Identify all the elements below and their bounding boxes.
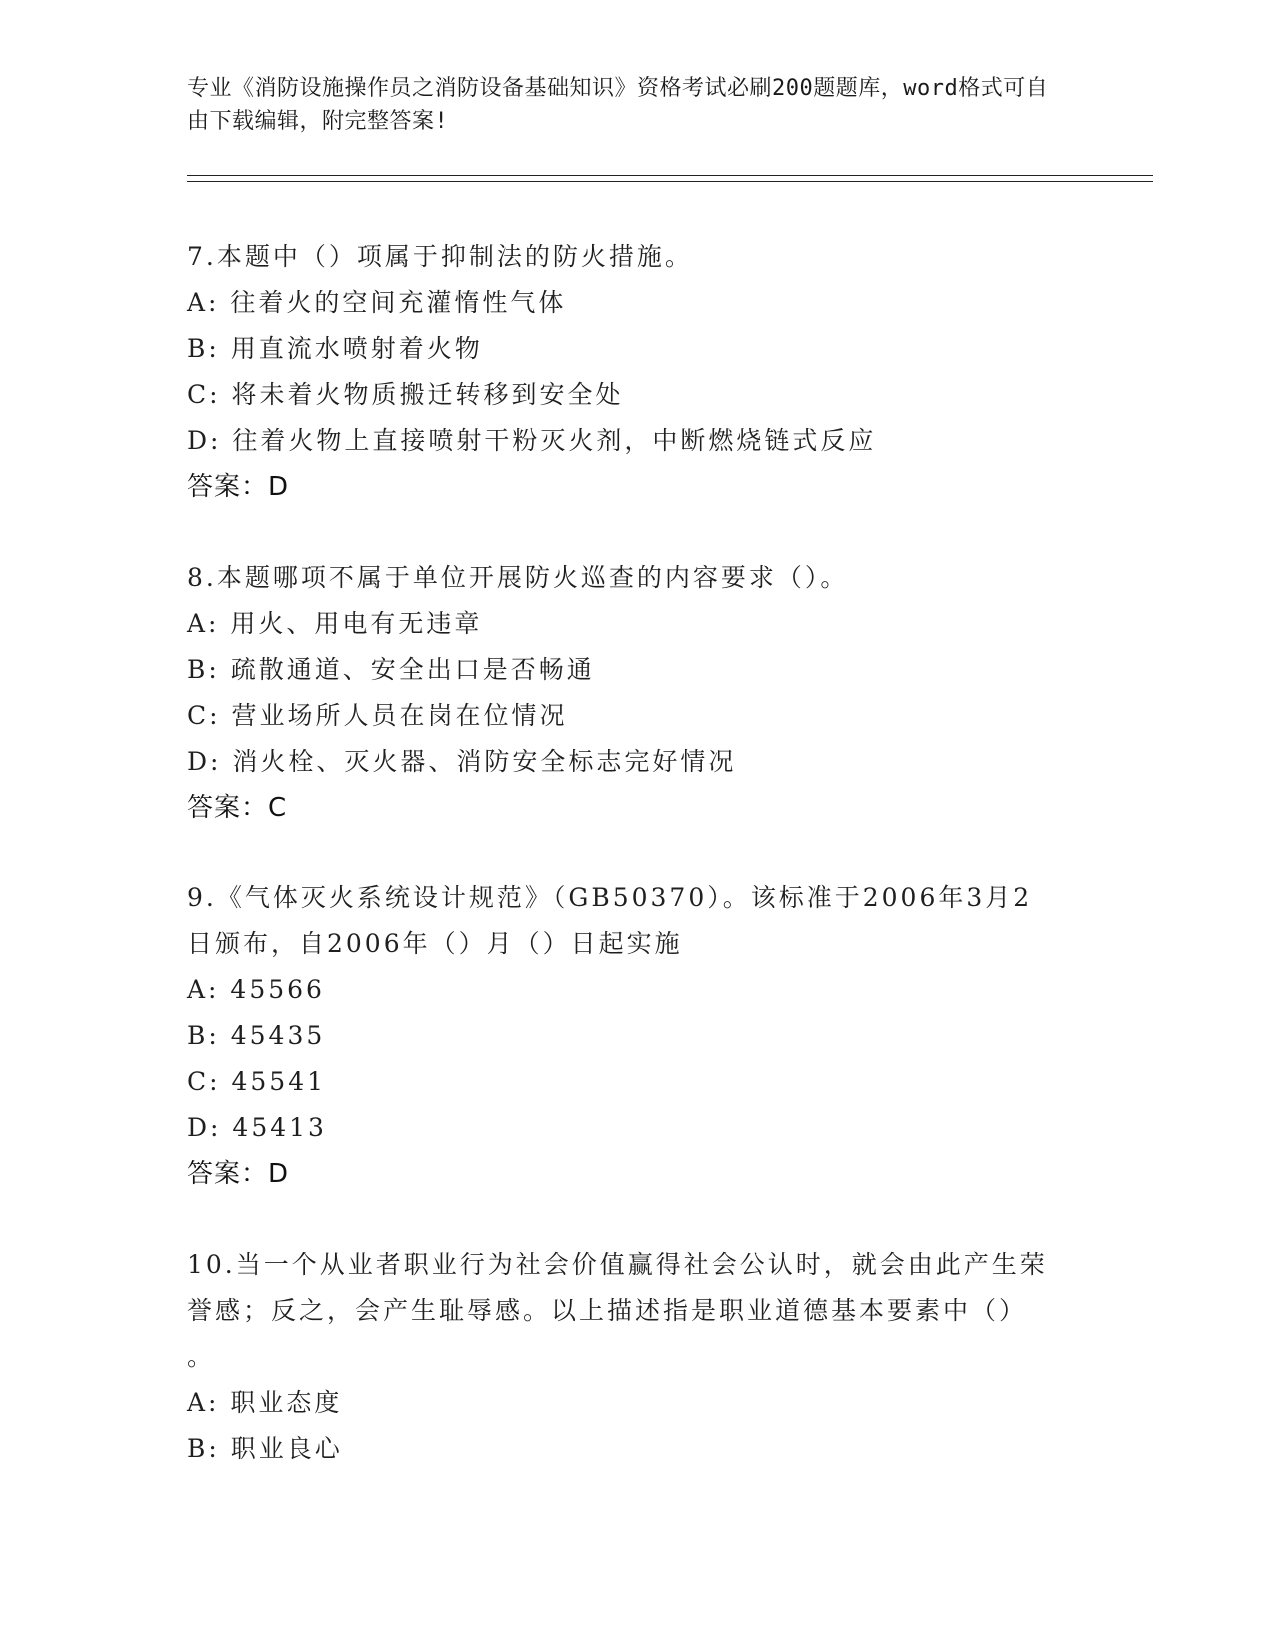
question-stem-line-1: 9.《气体灭火系统设计规范》（GB50370）。该标准于2006年3月2 — [187, 883, 1033, 912]
option-b: B: 疏散通道、安全出口是否畅通 — [187, 655, 595, 684]
option-a: A: 职业态度 — [187, 1388, 343, 1417]
option-b: B: 45435 — [187, 1021, 326, 1050]
option-d: D: 往着火物上直接喷射干粉灭火剂，中断燃烧链式反应 — [187, 426, 877, 455]
question-stem-line-1: 10.当一个从业者职业行为社会价值赢得社会公认时，就会由此产生荣 — [187, 1250, 1048, 1279]
question-10 — [187, 1242, 1087, 1472]
option-c: C: 将未着火物质搬迁转移到安全处 — [187, 380, 624, 409]
option-a: A: 用火、用电有无违章 — [187, 609, 483, 638]
header-divider-bottom — [187, 181, 1153, 182]
option-c: C: 营业场所人员在岗在位情况 — [187, 701, 568, 730]
option-c: C: 45541 — [187, 1067, 327, 1096]
answer-line: 答案：D — [187, 472, 290, 502]
option-b: B: 职业良心 — [187, 1434, 343, 1463]
header-divider-top — [187, 175, 1153, 176]
question-stem: 7.本题中（）项属于抑制法的防火措施。 — [187, 242, 693, 271]
option-a: A: 45566 — [187, 975, 325, 1004]
document-intro: 专业《消防设施操作员之消防设备基础知识》资格考试必刷200题题库，word格式可自由下载编辑，附完整答案! — [187, 76, 1049, 134]
question-8 — [187, 555, 1087, 831]
option-b: B: 用直流水喷射着火物 — [187, 334, 483, 363]
question-stem: 8.本题哪项不属于单位开展防火巡查的内容要求（）。 — [187, 563, 849, 592]
question-7 — [187, 234, 1087, 510]
question-9 — [187, 875, 1087, 1197]
answer-line: 答案：C — [187, 793, 288, 823]
question-stem-line-2: 日颁布，自2006年（）月（）日起实施 — [187, 929, 683, 958]
question-stem-line-3: 。 — [187, 1342, 216, 1371]
question-stem-line-2: 誉感；反之，会产生耻辱感。以上描述指是职业道德基本要素中（） — [187, 1296, 1028, 1325]
answer-line: 答案：D — [187, 1159, 290, 1189]
option-d: D: 消火栓、灭火器、消防安全标志完好情况 — [187, 747, 737, 776]
option-a: A: 往着火的空间充灌惰性气体 — [187, 288, 567, 317]
option-d: D: 45413 — [187, 1113, 327, 1142]
